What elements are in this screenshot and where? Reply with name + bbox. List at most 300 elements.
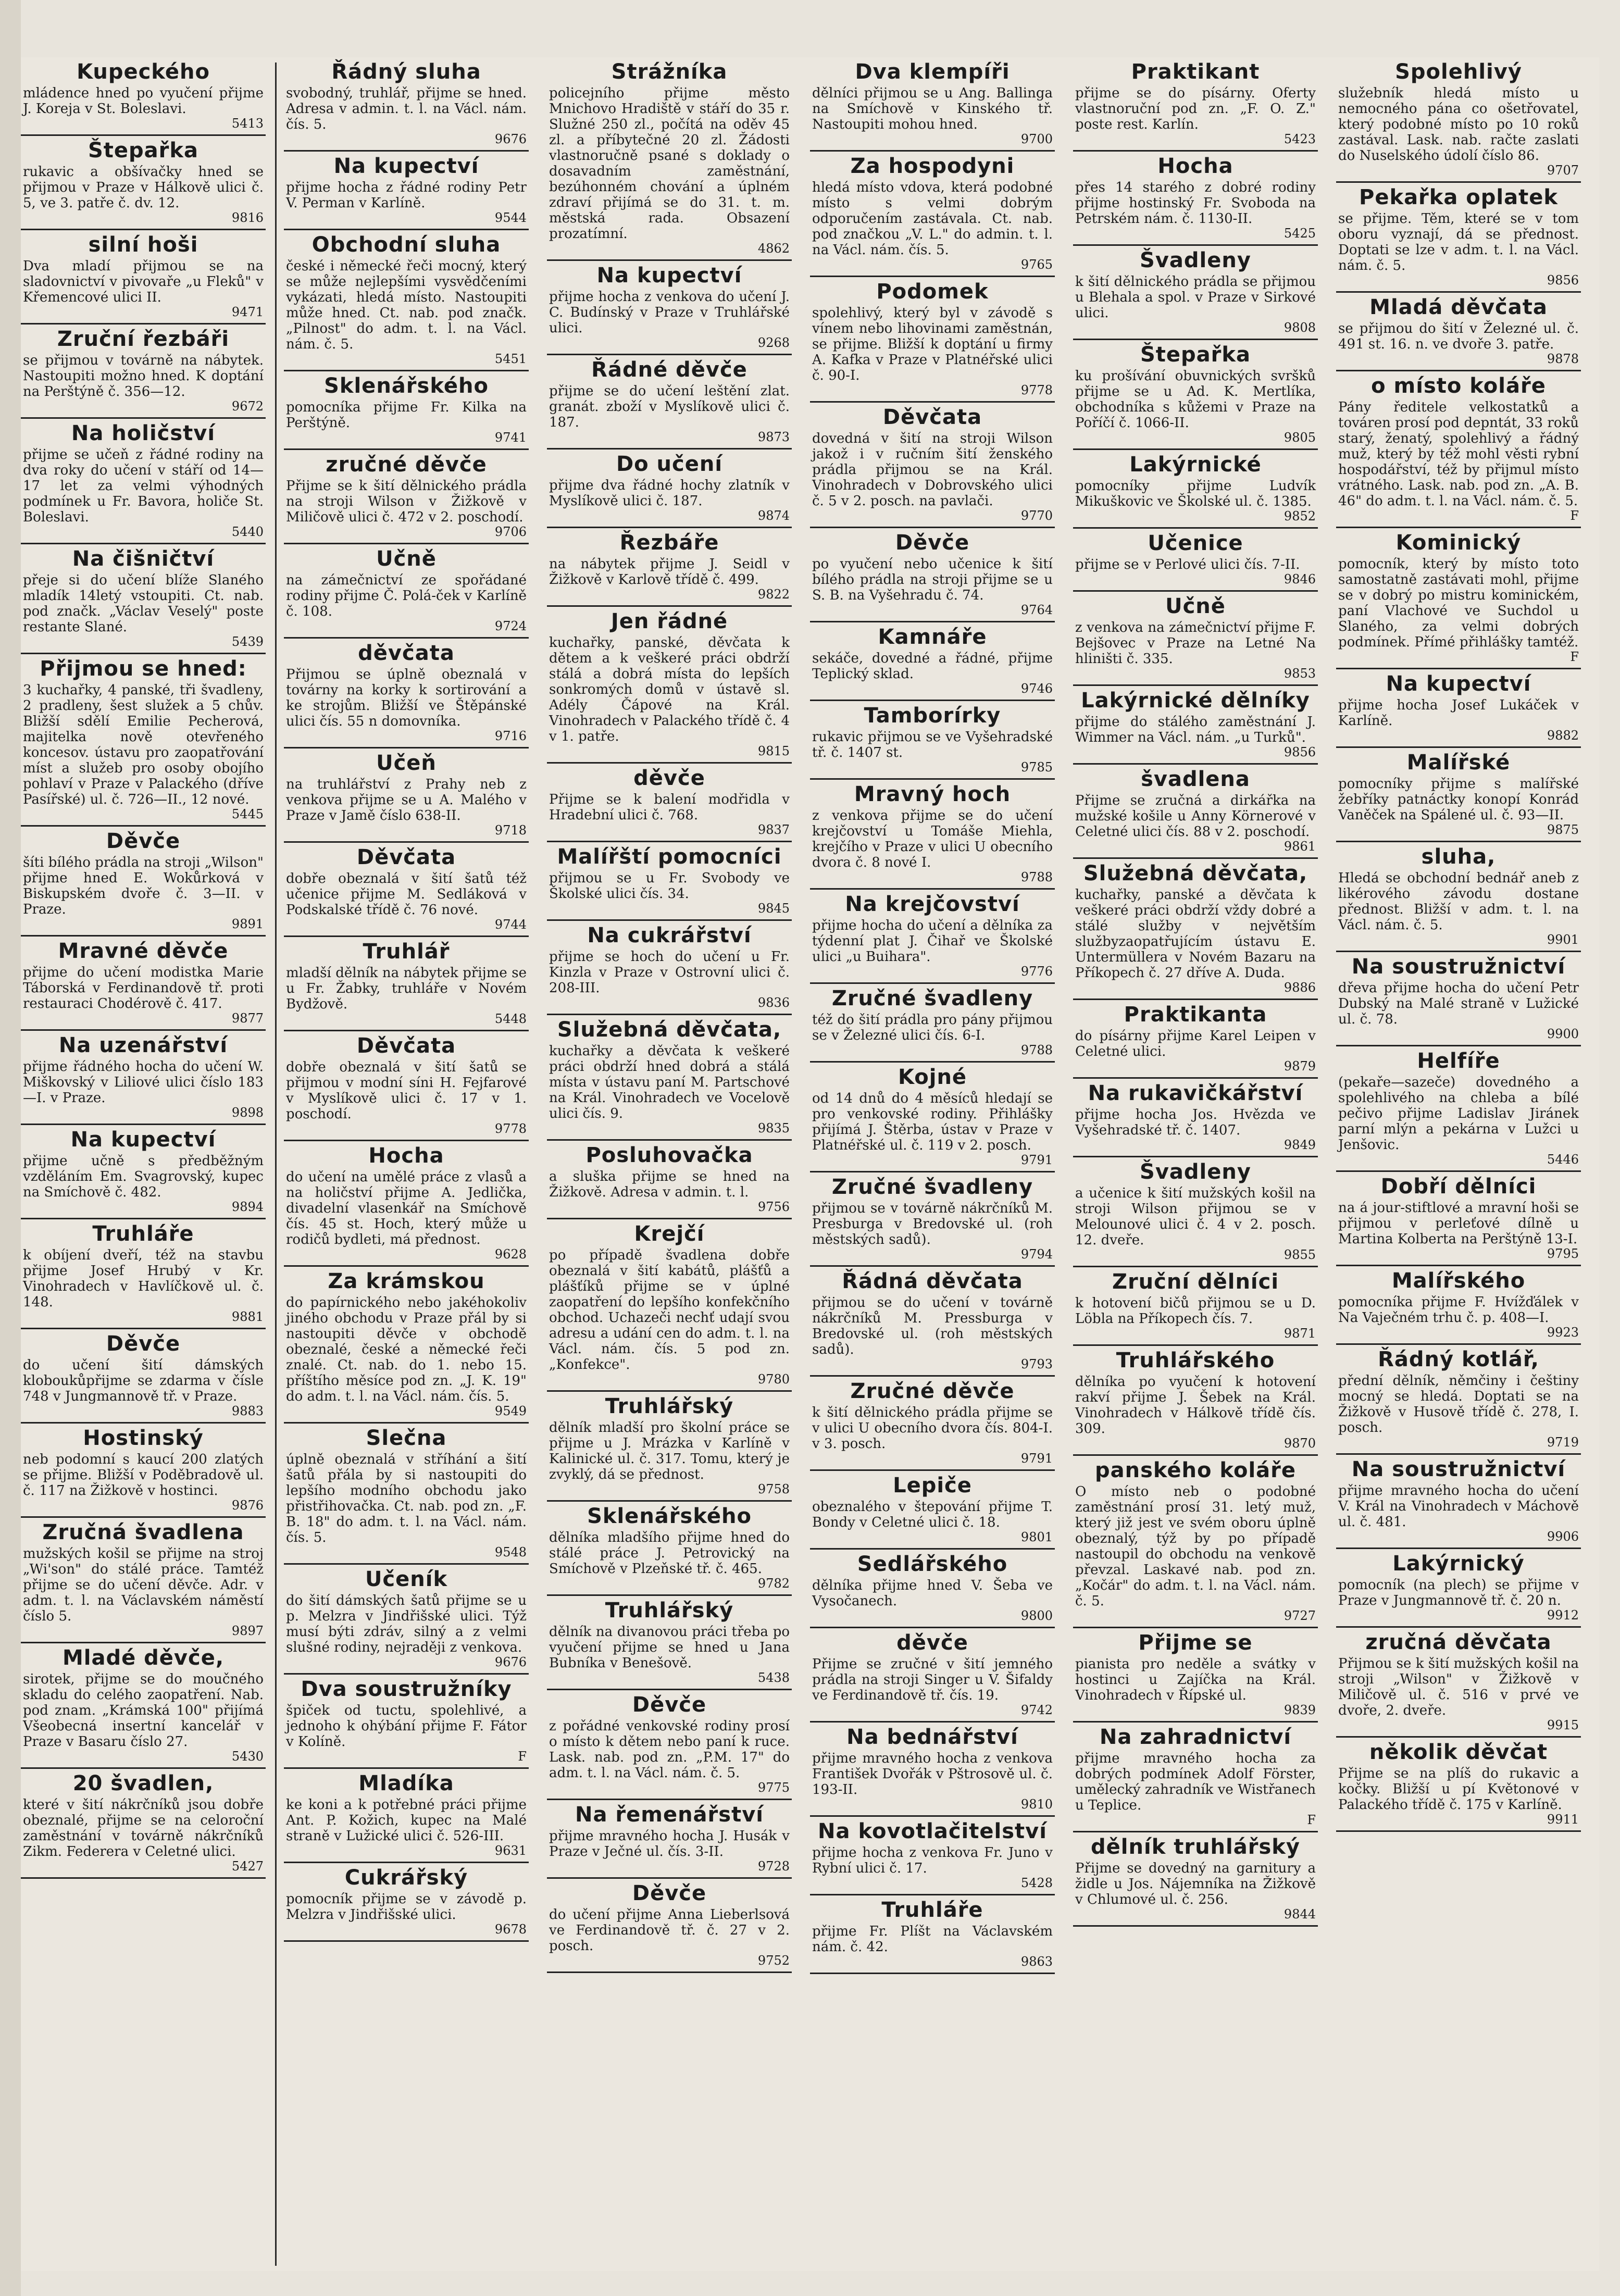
ad-text: rukavic přijmou se ve Vyšehradské tř. č. 1407 st. bbox=[812, 729, 1053, 760]
ad-text: přes 14 starého z dobré rodiny přijme hostinský Fr. Svoboda na Petrském nám. č. 1130-II. bbox=[1075, 180, 1316, 227]
ad-heading: panského koláře bbox=[1094, 1458, 1296, 1482]
ad-text: dřeva přijme hocha do učení Petr Dubský na Malé straně v Lužické ul. č. 78. bbox=[1338, 980, 1579, 1027]
ad-number: 5413 bbox=[231, 116, 264, 131]
ad-number: 9849 bbox=[1283, 1138, 1316, 1152]
ad-text: Přijme se dovedný na garnitury a židle u Jos. Nájemníka na Žižkově v Chlumové ul. č. 256. bbox=[1075, 1861, 1316, 1907]
ad-number: 9778 bbox=[1020, 383, 1053, 397]
ad-heading: Na řemenářství bbox=[575, 1803, 764, 1827]
classified-ad bbox=[284, 371, 529, 450]
ad-heading: Truhláře bbox=[92, 1222, 194, 1246]
classified-ad bbox=[547, 1392, 792, 1502]
classified-ad bbox=[1073, 1346, 1318, 1456]
ad-number: 5440 bbox=[231, 525, 264, 539]
classified-ad bbox=[547, 921, 792, 1015]
ad-heading: Za hospodyni bbox=[850, 154, 1015, 178]
ad-heading: Švadleny bbox=[1140, 248, 1251, 272]
classified-ad bbox=[810, 1267, 1055, 1377]
ad-heading: Zručné děvče bbox=[850, 1379, 1015, 1403]
classified-ad bbox=[21, 419, 266, 544]
classified-ad bbox=[1336, 293, 1581, 371]
ad-heading: sluha, bbox=[1421, 845, 1496, 869]
ad-text: Přijme se zručné v šití jemného prádla na stroji Singer u V. Šifaldy ve Ferdinandově tř. čís. 19. bbox=[812, 1656, 1053, 1703]
classified-ad bbox=[284, 152, 529, 230]
classified-ad bbox=[1336, 1738, 1581, 1832]
classified-ad bbox=[1336, 1549, 1581, 1628]
ad-text: Hledá se obchodní bednář aneb z likérového závodu dostane přednost. Bližší v adm. t. l. na Václ. nám. č. 5. bbox=[1338, 870, 1579, 933]
ad-text: přijme hocha do učení a dělníka za týdenní plat J. Čihař ve Školské ulici „u Buihara". bbox=[812, 918, 1053, 965]
ad-number: 9852 bbox=[1283, 509, 1316, 523]
ad-text: přijme se hoch do učení u Fr. Kinzla v Praze v Ostrovní ulici č. 208-III. bbox=[549, 949, 790, 996]
ad-text: a učenice k šití mužských košil na stroji Wilson přijmou se v Melounové ulici č. 4 v 2. posch. 12. dveře. bbox=[1075, 1186, 1316, 1248]
classified-ad bbox=[547, 1219, 792, 1392]
ad-text: Přijme se k balení modřidla v Hradební ulici č. 768. bbox=[549, 792, 790, 823]
ad-heading: Malířští pomocníci bbox=[557, 845, 782, 869]
ad-number: 9793 bbox=[1020, 1357, 1053, 1371]
ad-text: přijme hocha Josef Lukáček v Karlíně. bbox=[1338, 697, 1579, 729]
ad-heading: o místo koláře bbox=[1371, 374, 1546, 398]
ad-heading: dělník truhlářský bbox=[1091, 1835, 1300, 1859]
classified-ad bbox=[21, 937, 266, 1031]
classified-ad bbox=[284, 639, 529, 748]
ad-text: přední dělník, němčiny i češtiny mocný se hledá. Doptati se na Žižkově v Husově třídě č. 278, I. posch. bbox=[1338, 1373, 1579, 1436]
classified-ad bbox=[810, 1377, 1055, 1471]
ad-text: přijme se učeň z řádné rodiny na dva roky do učení v stáří od 14—17 let za velmi výhodných podmínek u Fr. Bavora, holiče St. Boleslavi. bbox=[23, 447, 264, 525]
ad-text: dělníka přijme hned V. Šeba ve Vysočanech. bbox=[812, 1578, 1053, 1609]
ad-heading: zručné děvče bbox=[326, 453, 487, 477]
ad-heading: Sedlářského bbox=[857, 1552, 1008, 1576]
ad-heading: Řádná děvčata bbox=[842, 1269, 1023, 1293]
ad-heading: Děvče bbox=[632, 1693, 707, 1717]
ad-heading: Přijmou se hned: bbox=[40, 657, 247, 681]
column-1 bbox=[21, 57, 266, 2271]
classified-ad bbox=[547, 1690, 792, 1800]
ad-text: dělník na divanovou práci třeba po vyučení přijme se hned u Jana Bubníka v Benešově. bbox=[549, 1624, 790, 1671]
ad-heading: Do učení bbox=[616, 452, 723, 476]
ad-text: kuchařky a děvčata k veškeré práci obdrží hned dobrá a stálá místa v ústavu paní M. Partschové na Král. Vinohradech ve Vocelově ulici čís. 9. bbox=[549, 1043, 790, 1121]
ad-number: 9894 bbox=[231, 1200, 264, 1214]
classified-ad bbox=[284, 1141, 529, 1267]
classified-ad bbox=[21, 1125, 266, 1219]
ad-text: přijme hocha z venkova Fr. Juno v Rybní ulici č. 17. bbox=[812, 1845, 1053, 1876]
ad-heading: děvčata bbox=[358, 641, 455, 665]
ad-number: 9728 bbox=[757, 1859, 790, 1874]
classified-ad bbox=[1336, 57, 1581, 183]
ad-text: na zámečnictví ze spořádané rodiny přijme Č. Polá-ček v Karlíně č. 108. bbox=[286, 572, 527, 619]
ad-text: sirotek, přijme se do moučného skladu do celého zaopatření. Nab. pod znam. „Krámská 100" přijímá Všeobecná insertní kancelář v Praze v Basaru číslo 27. bbox=[23, 1671, 264, 1750]
ad-text: přijme se do učení leštění zlat. granát. zboží v Myslíkově ulici č. 187. bbox=[549, 383, 790, 430]
ad-heading: Helfíře bbox=[1417, 1049, 1500, 1073]
classified-ad bbox=[1336, 1046, 1581, 1172]
classified-ad bbox=[1073, 340, 1318, 450]
ad-text: obeznalého v štepování přijme T. Bondy v Celetné ulici č. 18. bbox=[812, 1499, 1053, 1530]
scan-edge bbox=[0, 0, 21, 2296]
ad-heading: Obchodní sluha bbox=[311, 233, 501, 257]
ad-number: 9881 bbox=[231, 1309, 264, 1324]
ad-text: mladší dělník na nábytek přijme se u Fr. Žabky, truhláře v Novém Bydžově. bbox=[286, 965, 527, 1012]
ad-text: po případě švadlena dobře obeznalá v šití kabátů, plášťů a plášťíků přijme se v úplné zaopatření do lepšího konfekčního obchod. Uchazeči nechť udají svou adresu a udání cen do adm. t. l. na Václ. nám. čís. 5 pod zn. „Konfekce". bbox=[549, 1247, 790, 1372]
ad-number: 9897 bbox=[231, 1624, 264, 1638]
column-divider bbox=[275, 63, 277, 2266]
ad-text: se přijmou v továrně na nábytek. Nastoupiti možno hned. K doptání na Perštýně č. 356—12. bbox=[23, 353, 264, 400]
ad-heading: děvče bbox=[633, 766, 705, 790]
ad-heading: Mravný hoch bbox=[854, 782, 1011, 806]
ad-text: přijmou se v továrně nákrčníků M. Presburga v Bredovské ul. (roh městských sadů). bbox=[812, 1201, 1053, 1247]
ad-heading: Štepařka bbox=[1140, 343, 1251, 367]
ad-number: 9742 bbox=[1020, 1703, 1053, 1717]
classified-ad bbox=[284, 450, 529, 544]
ad-number: 9870 bbox=[1283, 1436, 1316, 1451]
ad-heading: 20 švadlen, bbox=[72, 1771, 214, 1795]
classified-ad bbox=[547, 1502, 792, 1596]
classified-ad bbox=[547, 1879, 792, 1973]
ad-number: 5425 bbox=[1283, 226, 1316, 241]
classified-ad bbox=[547, 1800, 792, 1879]
classified-ad bbox=[547, 1015, 792, 1141]
ad-heading: Na soustružnictví bbox=[1351, 955, 1566, 979]
classified-ad bbox=[1073, 152, 1318, 246]
classified-ad bbox=[1336, 183, 1581, 293]
ad-number: 9707 bbox=[1547, 163, 1579, 178]
ad-text: dělník mladší pro školní práce se přijme u J. Mrázka v Karlíně v Kalinické ul. č. 317. Tomu, který je zvyklý, dá se přednost. bbox=[549, 1420, 790, 1482]
ad-text: přijme mravného hocha z venkova František Dvořák v Pštrosově ul. č. 193-II. bbox=[812, 1751, 1053, 1798]
ad-heading: Dva klempíři bbox=[855, 60, 1010, 84]
classified-ad bbox=[21, 1031, 266, 1125]
classified-ad bbox=[1073, 1079, 1318, 1157]
ad-number: 9900 bbox=[1547, 1027, 1579, 1041]
ad-text: na nábytek přijme J. Seidl v Žižkově v Karlově třídě č. 499. bbox=[549, 556, 790, 588]
classified-ad bbox=[284, 1267, 529, 1424]
ad-number: 9856 bbox=[1283, 745, 1316, 759]
ad-number: 9801 bbox=[1020, 1530, 1053, 1544]
ad-heading: Švadleny bbox=[1140, 1160, 1251, 1184]
ad-number: 9856 bbox=[1547, 273, 1579, 288]
classified-ad bbox=[284, 1424, 529, 1565]
ad-text: pomocník, který by místo toto samostatně zastávati mohl, přijme se v dobrý po mistru kominickém, paní Vlachové ve Suchdol u Slaného, za velmi dobrých podmínek. Přímé přihlášky tamtéž. bbox=[1338, 556, 1579, 650]
ad-text: pianista pro neděle a svátky v hostinci u Zajíčka na Král. Vinohradech v Řípské ul. bbox=[1075, 1656, 1316, 1703]
ad-heading: Na krejčovství bbox=[845, 892, 1020, 916]
ad-text: do učení šití dámských kloboukůpřijme se zdarma v čísle 748 v Jungmannově tř. v Praze. bbox=[23, 1357, 264, 1404]
ad-heading: Truhlářský bbox=[605, 1599, 734, 1623]
classified-ad bbox=[21, 57, 266, 136]
column-2 bbox=[284, 57, 529, 2271]
ad-number: 9700 bbox=[1020, 132, 1053, 146]
ad-number: 5427 bbox=[231, 1859, 264, 1874]
ad-heading: Sklenářského bbox=[324, 374, 489, 398]
classified-ad bbox=[810, 1550, 1055, 1628]
classified-ad bbox=[810, 984, 1055, 1063]
ad-number: 9844 bbox=[1283, 1907, 1316, 1921]
classified-ad bbox=[21, 230, 266, 325]
classified-ad bbox=[547, 528, 792, 607]
ad-heading: Na holičství bbox=[71, 421, 216, 445]
classified-ad bbox=[284, 1031, 529, 1141]
ad-heading: zručná děvčata bbox=[1365, 1630, 1552, 1654]
classified-ad bbox=[810, 622, 1055, 701]
ad-number: 9716 bbox=[494, 729, 527, 743]
ad-number: 9718 bbox=[494, 823, 527, 838]
ad-text: dobře obeznalá v šití šatů se přijmou v modní síni H. Fejfarové v Myslíkově ulici č. 17 v 1. poschodí. bbox=[286, 1059, 527, 1122]
classified-ad bbox=[810, 57, 1055, 152]
ad-number: 9706 bbox=[494, 525, 527, 539]
ad-number: 9878 bbox=[1547, 352, 1579, 366]
ad-text: kuchařky, panské, děvčata k dětem a k veškeré práci obdrží stálá a dobrá místa do lepších sonkromých domů v ústavě sl. Adély Čápové na Král. Vinohradech v Palackého třídě č. 4 v 1. patře. bbox=[549, 635, 790, 744]
ad-text: přijmou se u Fr. Svobody ve Školské ulici čís. 34. bbox=[549, 870, 790, 902]
classified-ad bbox=[21, 1518, 266, 1643]
ad-text: přijme dva řádné hochy zlatník v Myslíkově ulici č. 187. bbox=[549, 478, 790, 509]
ad-number: F bbox=[1307, 1813, 1316, 1827]
classified-ad bbox=[21, 136, 266, 230]
ad-number: 9795 bbox=[1547, 1246, 1579, 1261]
ad-number: 9874 bbox=[757, 508, 790, 523]
ad-text: přijme hocha z řádné rodiny Petr V. Perman v Karlíně. bbox=[286, 180, 527, 211]
ad-number: 9816 bbox=[231, 210, 264, 225]
classified-ad bbox=[810, 152, 1055, 277]
ad-number: 9778 bbox=[494, 1121, 527, 1136]
ad-heading: Na rukavičkářství bbox=[1088, 1081, 1303, 1105]
classified-ad bbox=[284, 1565, 529, 1675]
ad-heading: Zruční dělníci bbox=[1112, 1270, 1279, 1294]
newspaper-page bbox=[21, 57, 1599, 2271]
ad-heading: Lakýrnické dělníky bbox=[1081, 689, 1310, 713]
ad-number: 9883 bbox=[231, 1404, 264, 1418]
ad-heading: Praktikanta bbox=[1124, 1003, 1267, 1027]
classified-ad bbox=[1336, 952, 1581, 1046]
ad-number: 9810 bbox=[1020, 1797, 1053, 1812]
ad-heading: Kojné bbox=[898, 1065, 967, 1089]
ad-heading: Na čišničtví bbox=[72, 547, 215, 571]
ad-heading: Jen řádné bbox=[610, 609, 728, 633]
ad-text: do učení na umělé práce z vlasů a na holičství přijme A. Jedlička, divadelní vlasenkář na Smíchově čís. 45 st. Hoch, který může u rodičů bydleti, má přednost. bbox=[286, 1169, 527, 1247]
ad-text: šíti bílého prádla na stroji „Wilson" přijme hned E. Wokůrková v Biskupském dvoře č. 3—II. v Praze. bbox=[23, 855, 264, 917]
ad-text: kuchařky, panské a děvčata k veškeré práci obdrží vždy dobré a stálé služby v největším službyzaopatřujícím ústavu E. Untermüllera v Novém Bazaru na Příkopech č. 27 dříve A. Duda. bbox=[1075, 887, 1316, 981]
classified-ad bbox=[810, 1817, 1055, 1895]
classified-ad bbox=[547, 450, 792, 528]
ad-heading: Tamborírky bbox=[864, 704, 1001, 728]
classified-ad bbox=[21, 1424, 266, 1518]
ad-text: se přijmou do šití v Železné ul. č. 491 st. 16. n. ve dvoře 3. patře. bbox=[1338, 321, 1579, 352]
ad-heading: Řádný kotlář, bbox=[1378, 1347, 1539, 1371]
ad-text: přijmou se do učení v továrně nákrčníků M. Pressburga v Bredovské ul. (roh městských sadů). bbox=[812, 1295, 1053, 1357]
ad-heading: Přijme se bbox=[1138, 1631, 1253, 1655]
classified-ad bbox=[810, 1063, 1055, 1172]
classified-ad bbox=[1336, 748, 1581, 842]
ad-number: 9548 bbox=[494, 1545, 527, 1559]
ad-number: 9544 bbox=[494, 210, 527, 225]
ad-text: k hotovení bičů přijmou se u D. Löbla na Příkopech čís. 7. bbox=[1075, 1295, 1316, 1327]
ad-heading: Děvčata bbox=[356, 1034, 456, 1058]
ad-number: 9672 bbox=[231, 399, 264, 414]
ad-heading: Na kovotlačitelství bbox=[818, 1819, 1047, 1843]
ad-text: sekáče, dovedné a řádné, přijme Teplický sklad. bbox=[812, 651, 1053, 682]
ad-heading: Dva soustružníky bbox=[301, 1677, 512, 1701]
classified-ad bbox=[21, 544, 266, 654]
ad-heading: Učeň bbox=[376, 751, 437, 775]
classified-ad bbox=[810, 1628, 1055, 1723]
ad-text: služebník hledá místo u nemocného pána co ošetřovatel, který podobné místo po 10 roků zastával. Lask. nab. račte zaslati do Nuselského údolí číslo 86. bbox=[1338, 85, 1579, 164]
ad-number: 9901 bbox=[1547, 932, 1579, 947]
classified-ad bbox=[810, 1172, 1055, 1267]
classified-ad bbox=[284, 843, 529, 937]
column-6 bbox=[1336, 57, 1581, 2271]
ad-text: dělníka mladšího přijme hned do stálé práce J. Petrovický na Smíchově v Plzeňské tř. č. 465. bbox=[549, 1530, 790, 1577]
ad-text: přijme mravného hocha do učení V. Král na Vinohradech v Máchově ul. č. 481. bbox=[1338, 1483, 1579, 1530]
classified-ad bbox=[810, 528, 1055, 622]
classified-ad bbox=[284, 230, 529, 371]
ad-heading: Sklenářského bbox=[587, 1504, 752, 1528]
ad-number: 9805 bbox=[1283, 430, 1316, 445]
ad-text: pomocníky přijme Ludvík Mikuškovic ve Školské ul. č. 1385. bbox=[1075, 478, 1316, 509]
ad-number: 9775 bbox=[757, 1780, 790, 1795]
ad-number: 4862 bbox=[757, 241, 790, 256]
ad-number: 9855 bbox=[1283, 1247, 1316, 1262]
ad-text: od 14 dnů do 4 měsíců hledají se pro venkovské rodiny. Přihlášky přijímá J. Štěrba, ústav v Praze v Platnéřské ul. č. 119 v 2. posch. bbox=[812, 1091, 1053, 1153]
ad-heading: silní hoši bbox=[88, 233, 198, 257]
ad-heading: Lakýrnický bbox=[1392, 1552, 1525, 1576]
ad-heading: Strážníka bbox=[611, 60, 728, 84]
ad-number: 9882 bbox=[1547, 728, 1579, 743]
ad-heading: Dobří dělníci bbox=[1380, 1175, 1537, 1199]
ad-number: 9764 bbox=[1020, 603, 1053, 617]
ad-heading: Zruční řezbáři bbox=[57, 327, 230, 351]
classified-ad bbox=[547, 842, 792, 921]
classified-ad bbox=[21, 325, 266, 419]
ad-text: dobře obeznalá v šití šatů též učenice přijme M. Sedláková v Podskalské třídě č. 76 nové. bbox=[286, 871, 527, 918]
ad-heading: Kominický bbox=[1395, 531, 1522, 555]
ad-heading: Kupeckého bbox=[77, 60, 210, 84]
ad-heading: švadlena bbox=[1141, 767, 1250, 791]
ad-number: 5439 bbox=[231, 634, 264, 649]
ad-number: 9785 bbox=[1020, 760, 1053, 775]
classified-ad bbox=[810, 403, 1055, 528]
ad-text: do šití dámských šatů přijme se u p. Melzra v Jindřišské ulici. Týž musí býti zdráv, silný a z velmi slušné rodiny, nejraději z venkova. bbox=[286, 1593, 527, 1655]
ad-text: přijme do stálého zaměstnání J. Wimmer na Václ. nám. „u Turků". bbox=[1075, 714, 1316, 745]
ad-number: 9835 bbox=[757, 1121, 790, 1135]
classified-ad bbox=[1336, 1455, 1581, 1549]
ad-text: přijme mravného hocha za dobrých podmínek Adolf Förster, umělecký zahradník ve Wistřanech u Teplice. bbox=[1075, 1751, 1316, 1813]
column-4 bbox=[810, 57, 1055, 2271]
ad-number: 9794 bbox=[1020, 1247, 1053, 1262]
ad-text: pomocníka přijme F. Hvížďálek v Na Vaječném trhu č. p. 408—I. bbox=[1338, 1294, 1579, 1326]
ad-text: přijme hocha Jos. Hvězda ve Vyšehradské tř. č. 1407. bbox=[1075, 1107, 1316, 1138]
ad-text: k obíjení dveří, též na stavbu přijme Josef Hrubý v Kr. Vinohradech v Havlíčkově ul. č. 148. bbox=[23, 1247, 264, 1310]
ad-heading: Děvče bbox=[895, 531, 970, 555]
classified-ad bbox=[1336, 1345, 1581, 1455]
ad-heading: Mladá děvčata bbox=[1369, 295, 1548, 319]
ad-heading: Na kupectví bbox=[70, 1128, 216, 1152]
classified-ad bbox=[284, 57, 529, 152]
classified-ad bbox=[1073, 592, 1318, 686]
ad-text: z venkova přijme se do učení krejčovství u Tomáše Miehla, krejčího v Praze v ulici U obecního dvora č. 8 nové I. bbox=[812, 808, 1053, 870]
ad-heading: Truhlář bbox=[363, 940, 450, 964]
ad-number: 9891 bbox=[231, 917, 264, 931]
ad-number: 5451 bbox=[494, 352, 527, 366]
ad-text: po vyučení nebo učenice k šití bílého prádla na stroji přijme se u S. B. na Vyšehradu č. 74. bbox=[812, 556, 1053, 603]
classified-ad bbox=[284, 937, 529, 1031]
ad-text: a sluška přijme se hned na Žižkově. Adresa v admin. t. l. bbox=[549, 1169, 790, 1200]
classified-ad bbox=[21, 1329, 266, 1424]
ad-text: k šití dělnického prádla se přijmou u Blehala a spol. v Praze v Sirkové ulici. bbox=[1075, 274, 1316, 321]
ad-heading: Na zahradnictví bbox=[1099, 1725, 1292, 1749]
ad-text: Přijme se na plíš do rukavic a kočky. Bližší u pí Květonové v Palackého třídě č. 175 v Karlíně. bbox=[1338, 1766, 1579, 1813]
ad-number: 9863 bbox=[1020, 1954, 1053, 1969]
classified-ad bbox=[547, 261, 792, 355]
ad-number: 9727 bbox=[1283, 1608, 1316, 1623]
classified-ad bbox=[810, 1723, 1055, 1817]
ad-number: 9628 bbox=[494, 1247, 527, 1262]
classified-ad bbox=[1336, 842, 1581, 952]
ad-text: rukavic a obšívačky hned se přijmou v Praze v Hálkově ulici č. 5, ve 3. patře č. dv. 12. bbox=[23, 164, 264, 211]
ad-number: 9915 bbox=[1547, 1718, 1579, 1732]
column-5 bbox=[1073, 57, 1318, 2271]
ad-text: pomocníka přijme Fr. Kilka na Perštýně. bbox=[286, 400, 527, 431]
ad-text: špiček od tuctu, spolehlivé, a jednoho k ohýbání přijme F. Fátor v Kolíně. bbox=[286, 1703, 527, 1750]
classified-ad bbox=[1073, 686, 1318, 765]
ad-heading: Cukrářský bbox=[344, 1866, 468, 1890]
ad-text: přijme se do písárny. Oferty vlastnoruční pod zn. „F. O. Z." poste rest. Karlín. bbox=[1075, 85, 1316, 132]
ad-text: přijme se v Perlové ulici čís. 7-II. bbox=[1075, 557, 1300, 572]
ad-text: pomocník přijme se v závodě p. Melzra v Jindřišské ulici. bbox=[286, 1891, 527, 1923]
ad-number: 9875 bbox=[1547, 822, 1579, 837]
classified-ad bbox=[1336, 669, 1581, 748]
classified-ad bbox=[21, 1219, 266, 1329]
classified-ad bbox=[284, 544, 529, 639]
ad-number: 9765 bbox=[1020, 257, 1053, 272]
ad-heading: Spolehlivý bbox=[1395, 60, 1522, 84]
ad-number: 9906 bbox=[1547, 1529, 1579, 1544]
ad-number: 5423 bbox=[1283, 132, 1316, 146]
ad-text: spolehlivý, který byl v závodě s vínem nebo lihovinami zaměstnán, se přijme. Bližší k doptání u firmy A. Kafka v Praze v Platnéřské ulici č. 90-I. bbox=[812, 305, 1053, 383]
classified-ad bbox=[547, 764, 792, 842]
ad-text: Dva mladí přijmou se na sladovnictví v pivovaře „u Fleků" v Křemencové ulici II. bbox=[23, 258, 264, 305]
classified-ad bbox=[1073, 859, 1318, 1000]
classified-ad bbox=[810, 780, 1055, 890]
ad-number: 9877 bbox=[231, 1011, 264, 1026]
ad-heading: Truhlářský bbox=[605, 1394, 734, 1418]
ad-heading: Děvče bbox=[106, 829, 181, 853]
ad-heading: Pekařka oplatek bbox=[1359, 185, 1558, 209]
ad-heading: Praktikant bbox=[1131, 60, 1260, 84]
ad-number: 5438 bbox=[757, 1670, 790, 1685]
ad-heading: Slečna bbox=[366, 1426, 447, 1450]
classified-ad bbox=[284, 1769, 529, 1863]
ad-number: 9741 bbox=[494, 430, 527, 445]
ad-text: na á jour-stiftlové a mravní hoši se přijmou v perleťové dílně u Martina Kolberta na Perštýně 13-I. bbox=[1338, 1200, 1579, 1247]
ad-heading: Zručná švadlena bbox=[42, 1520, 244, 1544]
ad-heading: Děvčata bbox=[356, 845, 456, 869]
ad-number: 9744 bbox=[494, 917, 527, 932]
ad-heading: Učenice bbox=[1148, 531, 1243, 555]
classified-ad bbox=[1073, 1723, 1318, 1832]
classified-ad bbox=[1073, 1157, 1318, 1267]
ad-number: 9719 bbox=[1547, 1435, 1579, 1450]
classified-ad bbox=[21, 827, 266, 937]
ad-heading: Na soustružnictví bbox=[1351, 1457, 1566, 1481]
classified-ad bbox=[1336, 1266, 1581, 1345]
ad-number: 9912 bbox=[1547, 1608, 1579, 1623]
ad-heading: Truhláře bbox=[881, 1898, 983, 1922]
ad-heading: Na kupectví bbox=[333, 154, 479, 178]
ad-heading: Štepařka bbox=[88, 139, 198, 163]
ad-number: 9808 bbox=[1283, 320, 1316, 335]
ad-number: 9845 bbox=[757, 901, 790, 916]
classified-ad bbox=[547, 1141, 792, 1219]
ad-number: 5445 bbox=[231, 807, 264, 821]
ad-heading: Mravné děvče bbox=[58, 939, 229, 963]
ad-number: 9873 bbox=[757, 430, 790, 444]
ad-number: 9678 bbox=[494, 1922, 527, 1937]
ad-heading: Posluhovačka bbox=[585, 1143, 753, 1167]
classified-ad bbox=[810, 1471, 1055, 1550]
